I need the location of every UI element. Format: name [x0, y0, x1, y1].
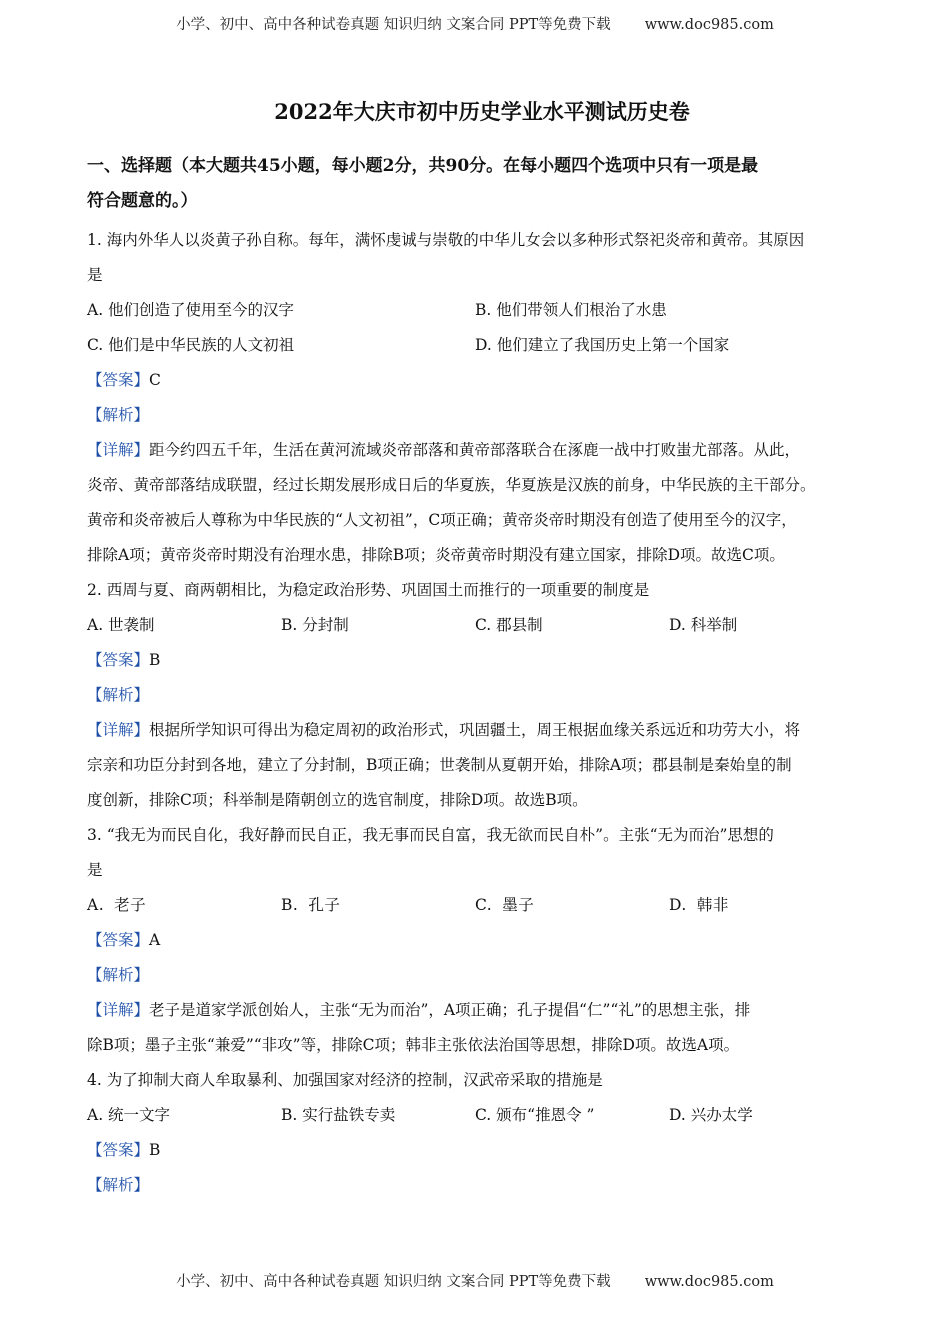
question-2-detail-line-1: [87, 713, 877, 748]
detail-text: 距今约四五千年，生活在黄河流域炎帝部落和黄帝部落联合在涿鹿一战中打败蚩尤部落。从此，: [149, 441, 801, 459]
question-3: [87, 818, 877, 1063]
footer-text: 小学、初中、高中各种试卷真题 知识归纳 文案合同 PPT等免费下载: [176, 1274, 611, 1290]
question-3-stem-line-2: 是: [87, 861, 103, 879]
question-1-analysis: [87, 398, 877, 433]
question-4-option-c: C. 颁布“推恩令 ”: [475, 1106, 595, 1124]
question-3-analysis: [87, 958, 877, 993]
question-4-option-b: B. 实行盐铁专卖: [281, 1106, 396, 1124]
question-4-answer: [87, 1133, 877, 1168]
question-1-answer: [87, 363, 877, 398]
question-1-detail-line-1: [87, 433, 877, 468]
question-1-options: [87, 293, 877, 363]
question-2-option-a: A. 世袭制: [87, 616, 155, 634]
question-2-option-c: C. 郡县制: [475, 616, 543, 634]
question-1-option-a: A. 他们创造了使用至今的汉字: [87, 301, 295, 319]
question-4: [87, 1063, 877, 1203]
question-1-detail-line-4: 排除A项；黄帝炎帝时期没有治理水患，排除B项；炎帝黄帝时期没有建立国家，排除D项。故选C项。: [87, 546, 785, 564]
question-2-analysis: [87, 678, 877, 713]
question-4-analysis: [87, 1168, 877, 1203]
question-1-option-d: D. 他们建立了我国历史上第一个国家: [475, 336, 730, 354]
detail-text: 根据所学知识可得出为稳定周初的政治形式，巩固疆土，周王根据血缘关系远近和功劳大小，将: [149, 721, 801, 739]
analysis-label: 【解析】: [87, 966, 150, 984]
question-3-answer: [87, 923, 877, 958]
analysis-label: 【解析】: [87, 406, 150, 424]
footer-url[interactable]: www.doc985.com: [644, 1274, 774, 1290]
option-text: 老子: [114, 896, 147, 914]
analysis-label: 【解析】: [87, 1176, 150, 1194]
question-3-detail-line-2: 除B项；墨子主张“兼爱”“非攻”等，排除C项；韩非主张依法治国等思想，排除D项。故选A项。: [87, 1036, 740, 1054]
detail-label: 【详解】: [87, 441, 150, 459]
question-3-options: [87, 888, 877, 923]
question-4-option-a: A. 统一文字: [87, 1106, 171, 1124]
question-1-stem-line-1: 1. 海内外华人以炎黄子孙自称。每年，满怀虔诚与崇敬的中华儿女会以多种形式祭祀炎帝和黄帝。其原因: [87, 231, 805, 249]
page-header: [0, 13, 950, 34]
detail-label: 【详解】: [87, 1001, 150, 1019]
question-4-option-d: D. 兴办太学: [669, 1106, 753, 1124]
question-2: [87, 573, 877, 818]
question-3-option-b: [281, 888, 475, 923]
answer-label: 【答案】: [87, 931, 150, 949]
question-2-answer: [87, 643, 877, 678]
question-1-detail-line-2: 炎帝、黄帝部落结成联盟，经过长期发展形成日后的华夏族，华夏族是汉族的前身，中华民族的主干部分。: [87, 476, 816, 494]
question-3-option-c: [475, 888, 669, 923]
answer-value: B: [149, 651, 161, 669]
question-2-option-b: B. 分封制: [281, 616, 349, 634]
detail-label: 【详解】: [87, 721, 150, 739]
question-3-detail-line-1: [87, 993, 877, 1028]
question-1-stem-line-2: 是: [87, 266, 103, 284]
option-letter: A.: [87, 896, 105, 914]
question-3-option-d: [669, 888, 863, 923]
section-heading: [87, 149, 877, 219]
question-3-option-a: [87, 888, 281, 923]
analysis-label: 【解析】: [87, 686, 150, 704]
option-text: 孔子: [308, 896, 341, 914]
question-4-options: [87, 1098, 877, 1133]
answer-label: 【答案】: [87, 371, 150, 389]
answer-label: 【答案】: [87, 651, 150, 669]
question-2-detail-line-3: 度创新，排除C项；科举制是隋朝创立的选官制度，排除D项。故选B项。: [87, 791, 588, 809]
page-footer: [0, 1270, 950, 1291]
answer-value: A: [149, 931, 161, 949]
option-text: 韩非: [696, 896, 729, 914]
detail-text: 老子是道家学派创始人，主张“无为而治”，A项正确；孔子提倡“仁”“礼”的思想主张，排: [149, 1001, 751, 1019]
option-text: 墨子: [502, 896, 535, 914]
option-letter: B.: [281, 896, 299, 914]
answer-value: B: [149, 1141, 161, 1159]
question-1-detail-line-3: 黄帝和炎帝被后人尊称为中华民族的“人文初祖”，C项正确；黄帝炎帝时期没有创造了使用至今的汉字，: [87, 511, 797, 529]
question-2-detail-line-2: 宗亲和功臣分封到各地，建立了分封制，B项正确；世袭制从夏朝开始，排除A项；郡县制是秦始皇的制: [87, 756, 792, 774]
section-heading-line-1: 一、选择题（本大题共45小题，每小题2分，共90分。在每小题四个选项中只有一项是最: [87, 156, 759, 176]
question-1-option-c: C. 他们是中华民族的人文初祖: [87, 336, 295, 354]
header-text: 小学、初中、高中各种试卷真题 知识归纳 文案合同 PPT等免费下载: [176, 17, 611, 33]
option-letter: D.: [669, 896, 687, 914]
question-3-stem-line-1: 3. “我无为而民自化，我好静而民自正，我无事而民自富，我无欲而民自朴”。主张“无为而治”思想的: [87, 826, 774, 844]
header-url[interactable]: www.doc985.com: [644, 17, 774, 33]
question-1-option-b: B. 他们带领人们根治了水患: [475, 301, 667, 319]
question-1: [87, 223, 877, 573]
question-2-option-d: D. 科举制: [669, 616, 738, 634]
question-2-stem: 2. 西周与夏、商两朝相比，为稳定政治形势、巩固国土而推行的一项重要的制度是: [87, 581, 650, 599]
option-letter: C.: [475, 896, 493, 914]
document-title: 2022年大庆市初中历史学业水平测试历史卷: [274, 99, 690, 124]
answer-label: 【答案】: [87, 1141, 150, 1159]
section-heading-line-2: 符合题意的。）: [87, 191, 198, 211]
question-2-options: [87, 608, 877, 643]
document-body: [87, 95, 877, 1203]
answer-value: C: [149, 371, 161, 389]
question-4-stem: 4. 为了抑制大商人牟取暴利、加强国家对经济的控制，汉武帝采取的措施是: [87, 1071, 603, 1089]
